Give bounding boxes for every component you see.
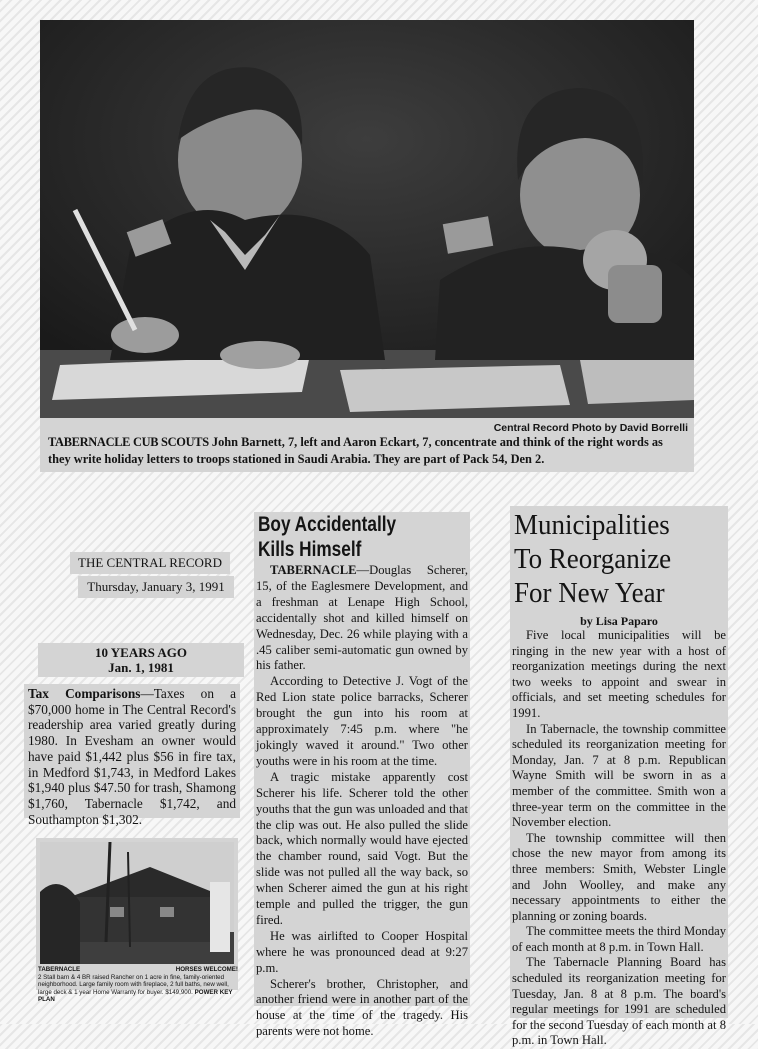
- ad-town: TABERNACLE: [38, 966, 81, 973]
- article-boy-accidentally-kills-himself: [254, 512, 470, 1039]
- article-boy-headline: [258, 512, 396, 562]
- paragraph: The township committee will then chose the new mayor from among its three members: Smith, Webster Lingle and John Woolley, and make any necessary appointments to either the planning or zoning boards.: [512, 830, 726, 923]
- photo-credit: Central Record Photo by David Borrelli: [493, 422, 688, 434]
- headline-line-2: Kills Himself: [258, 538, 362, 561]
- paper-name: THE CENTRAL RECORD: [70, 552, 230, 574]
- article-boy-body: [256, 563, 468, 1040]
- ad-agency: POWER KEY PLAN: [38, 988, 233, 1004]
- ten-years-ago-heading: [38, 643, 244, 677]
- paragraph: The Tabernacle Planning Board has scheduled its reorganization meeting for Tuesday, Jan. 8 at 8 p.m. The board's regular meetings for 1991 are scheduled for the second Tuesday of each month at 8 p.m. in Town Hall.: [512, 955, 726, 1048]
- caption-text: John Barnett, 7, left and Aaron Eckart, 7, concentrate and think of the right words as they write holiday letters to troops stationed in Saudi Arabia. They are part of Pack 54, Den 2.: [48, 435, 663, 466]
- paragraph-text: —Douglas Scherer, 15, of the Eaglesmere Development, and a freshman at Lenape High School, accidentally shot and killed himself on Wednesday, Dec. 26 while playing with a .45 caliber semi-automatic gun owned by his father.: [256, 563, 468, 673]
- issue-date: Thursday, January 3, 1991: [78, 576, 234, 598]
- paragraph: Five local municipalities will be ringing in the new year with a host of reorganization meetings during the next two weeks to appoint and swear in officials, and set meeting schedules for 1991.: [512, 628, 726, 720]
- paragraph: Scherer's brother, Christopher, and another friend were in another part of the house at the time of the tragedy. His parents were not home.: [256, 976, 468, 1039]
- house-illustration: [40, 842, 234, 964]
- headline-line-2: To Reorganize: [514, 543, 672, 575]
- article-municipalities-reorganize: [510, 506, 728, 1048]
- paragraph: The committee meets the third Monday of each month at 8 p.m. in Town Hall.: [512, 924, 726, 954]
- cub-scouts-photo: [40, 20, 694, 418]
- paragraph: A tragic mistake apparently cost Scherer his life. Scherer told the other youths that the gun was unloaded and that the clip was out. He also pulled the slide back, which normally would have ejected the chamber round, said Vogt. But the slide was not pulled all the way back, so when Scherer aimed the gun at his right temple and pulled the trigger, the gun fired.: [256, 769, 468, 927]
- ten-years-ago-title: 10 YEARS AGO: [95, 645, 187, 660]
- ad-text: [38, 966, 238, 1004]
- tax-comparisons-item: [24, 684, 240, 827]
- paragraph: [256, 563, 468, 674]
- ten-years-ago-date: Jan. 1, 1981: [108, 660, 174, 675]
- headline-line-3: For New Year: [514, 577, 665, 609]
- paragraph: He was airlifted to Cooper Hospital where he was pronounced dead at 9:27 p.m.: [256, 928, 468, 975]
- cub-scouts-illustration: [40, 20, 694, 418]
- headline-line-1: Boy Accidentally: [258, 513, 397, 536]
- real-estate-ad: [36, 838, 238, 1004]
- ad-body: 2 Stall barn & 4 BR raised Rancher on 1 acre in fine, family-oriented neighborhood. Large family room with fireplace, 2 full baths, new well, large deck & 1 year Home Warranty for buyer. $149,900.: [38, 973, 229, 996]
- photo-caption: [48, 434, 688, 468]
- article-muni-headline: [514, 508, 671, 610]
- tax-item-text: —Taxes on a $70,000 home in The Central Record's readership area varied greatly during 1980. In Evesham an owner would have paid $1,442 plus $56 in fire tax, in Medford $1,743, in Medford Lakes $1,940 plus $47.50 for trash, Shamong $1,760, Tabernacle $1,742, and Southampton $1,302.: [28, 686, 236, 827]
- tax-item-lead: Tax Comparisons: [28, 686, 141, 701]
- paragraph: In Tabernacle, the township committee scheduled its reorganization meeting for Monday, Jan. 7 at 8 p.m. Republican Wayne Smith will be sworn in as a member of the committee. Smith won a three-year term on the committee in the November election.: [512, 721, 726, 830]
- ad-tagline: HORSES WELCOME!: [175, 966, 238, 973]
- photo-caption-box: [40, 418, 694, 472]
- headline-line-1: Municipalities: [514, 509, 670, 541]
- article-muni-body: [512, 628, 726, 1049]
- caption-lead: TABERNACLE CUB SCOUTS: [48, 435, 209, 449]
- paragraph: According to Detective J. Vogt of the Red Lion state police barracks, Scherer brought the gun into his room at approximately 7:45 p.m. where "he jokingly waved it around." Two other youths were in his room at the time.: [256, 674, 468, 768]
- house-photo: [40, 842, 234, 964]
- article-byline: by Lisa Paparo: [580, 614, 658, 628]
- ad-header-row: [38, 966, 238, 974]
- article-dateline: TABERNACLE: [270, 563, 357, 577]
